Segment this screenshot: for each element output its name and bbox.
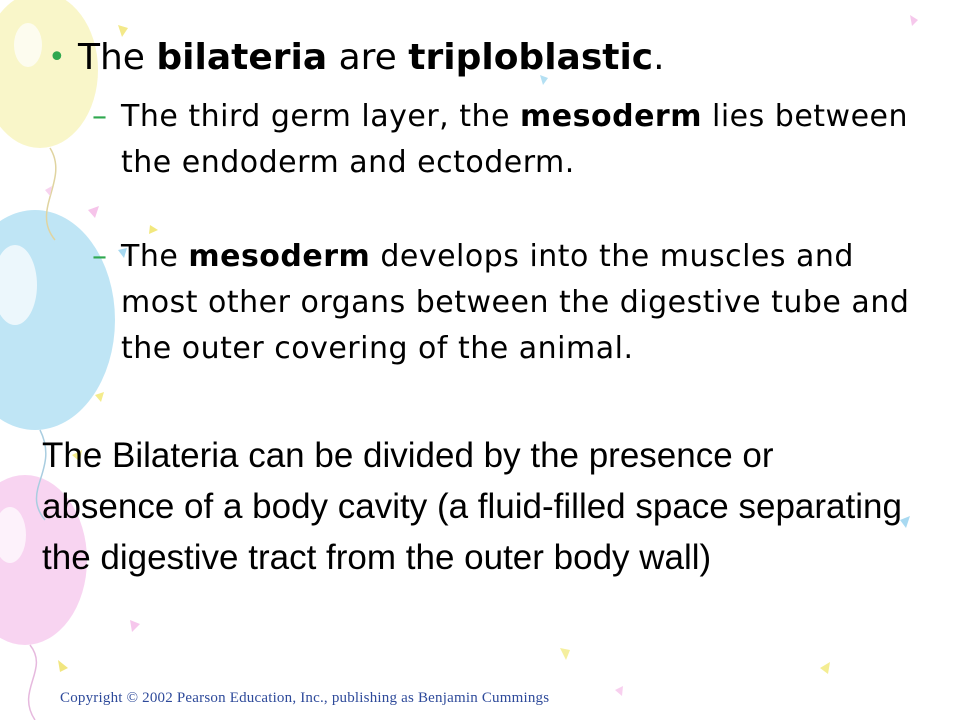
dash-icon: – [92,239,108,274]
sub2-text-1: The [121,239,189,274]
sub1-text-2: lies between the endoderm and ectoderm. [121,99,909,180]
bullet-text-2: are [327,37,409,78]
sub-bullet-mesoderm-location [92,94,912,186]
sub1-term-mesoderm: mesoderm [520,99,702,134]
sub1-text-1: The third germ layer, the [121,99,521,134]
sub-bullet-mesoderm-development [92,234,912,372]
main-bullet [48,32,928,84]
dash-icon: – [92,99,108,134]
copyright-footer: Copyright © 2002 Pearson Education, Inc., publishing as Benjamin Cummings [60,690,550,706]
bullet-text-3: . [653,37,665,78]
bullet-text-1: The [78,37,157,78]
body-cavity-paragraph: The Bilateria can be divided by the presence or absence of a body cavity (a fluid-filled space separating the digestive tract from the outer body wall) [42,436,902,577]
bullet-term-bilateria: bilateria [156,37,328,78]
bullet-term-triploblastic: triploblastic [408,37,654,78]
bullet-dot-icon: • [48,40,66,75]
sub2-text-2: develops into the muscles and most other organs between the digestive tube and the outer covering of the animal. [121,239,910,366]
sub2-term-mesoderm: mesoderm [188,239,371,274]
